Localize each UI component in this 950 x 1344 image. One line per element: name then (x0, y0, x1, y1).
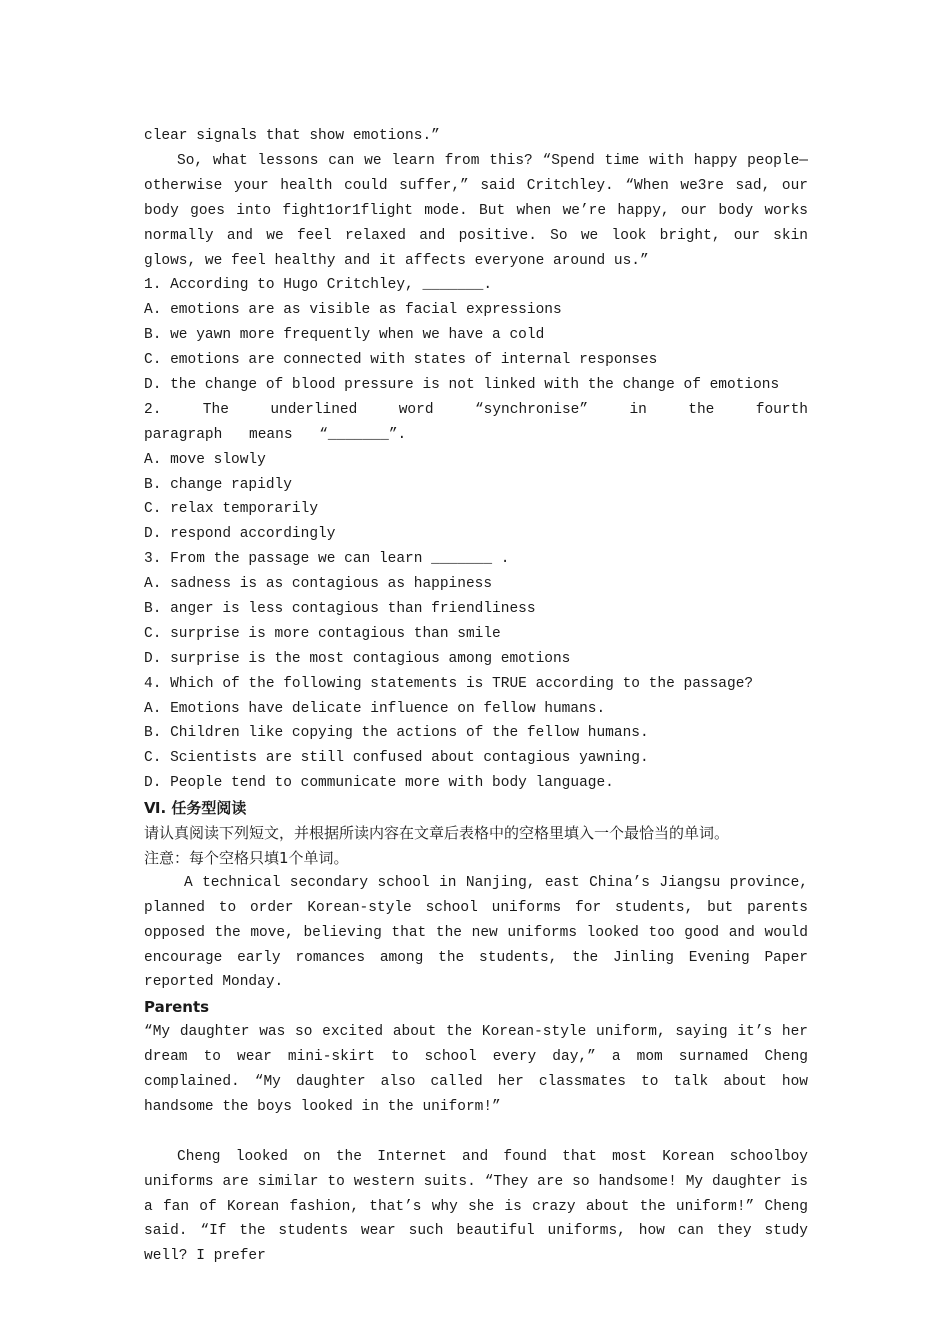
section-note: 注意：每个空格只填1个单词。 (144, 848, 349, 867)
option-b: B. change rapidly (144, 476, 292, 493)
option-a: A. emotions are as visible as facial expressions (144, 302, 562, 319)
question-stem: 3. From the passage we can learn _______ . (144, 551, 510, 568)
intro-paragraph: So, what lessons can we learn from this? “Spend time with happy people—otherwise your health could suffer,” said Critchley. “When we3re sad, our body goes into fight1or1flight mode. But when we’re happy, our body works normally and we feel relaxed and positive. So we look bright, our skin glows, we feel healthy and it affects everyone around us.” (144, 152, 808, 269)
option-c: C. emotions are connected with states of internal responses (144, 352, 658, 369)
option-b: B. anger is less contagious than friendliness (144, 601, 536, 618)
question-4 (144, 672, 808, 796)
section-instruction: 请认真阅读下列短文，并根据所读内容在文章后表格中的空格里填入一个最恰当的单词。 (144, 824, 730, 843)
section-heading: Ⅵ. 任务型阅读 (144, 799, 247, 818)
question-stem: 4. Which of the following statements is TRUE according to the passage? (144, 675, 754, 692)
option-c: C. surprise is more contagious than smile (144, 625, 501, 642)
option-b: B. we yawn more frequently when we have a cold (144, 327, 545, 344)
question-2 (144, 398, 808, 547)
option-d: D. respond accordingly (144, 526, 336, 543)
option-d: D. the change of blood pressure is not linked with the change of emotions (144, 376, 780, 393)
passage-subheading: Parents (144, 998, 210, 1017)
option-a: A. move slowly (144, 451, 266, 468)
paragraph-spacer (144, 1120, 808, 1145)
question-3 (144, 547, 808, 671)
passage-paragraph-3: Cheng looked on the Internet and found that most Korean schoolboy uniforms are similar to western suits. “They are so handsome! My daughter is a fan of Korean fashion, that’s why she is crazy about the uniform!” Cheng said. “If the students wear such beautiful uniforms, how can they study well? I prefer (144, 1148, 808, 1265)
option-c: C. relax temporarily (144, 501, 319, 518)
question-stem: 1. According to Hugo Critchley, _______. (144, 277, 493, 294)
intro-line: clear signals that show emotions.” (144, 128, 440, 144)
question-stem: 2. The underlined word “synchronise” in the fourth paragraph means “_______”. (144, 401, 808, 443)
question-1 (144, 273, 808, 397)
passage-paragraph-2: “My daughter was so excited about the Korean-style uniform, saying it’s her dream to wear mini-skirt to school every day,” a mom surnamed Cheng complained. “My daughter also called her classmates to talk about how handsome the boys looked in the uniform!” (144, 1024, 808, 1115)
option-c: C. Scientists are still confused about contagious yawning. (144, 750, 649, 767)
option-b: B. Children like copying the actions of the fellow humans. (144, 725, 649, 742)
passage-paragraph-1: A technical secondary school in Nanjing, east China’s Jiangsu province, planned to order Korean-style school uniforms for students, but parents opposed the move, believing that the new uniforms looked too good and would encourage early romances among the students, the Jinling Evening Paper reported Monday. (144, 874, 808, 991)
option-d: D. surprise is the most contagious among emotions (144, 650, 571, 667)
option-a: A. sadness is as contagious as happiness (144, 576, 493, 593)
option-d: D. People tend to communicate more with body language. (144, 775, 614, 792)
option-a: A. Emotions have delicate influence on fellow humans. (144, 700, 606, 717)
document-page (144, 124, 808, 1269)
